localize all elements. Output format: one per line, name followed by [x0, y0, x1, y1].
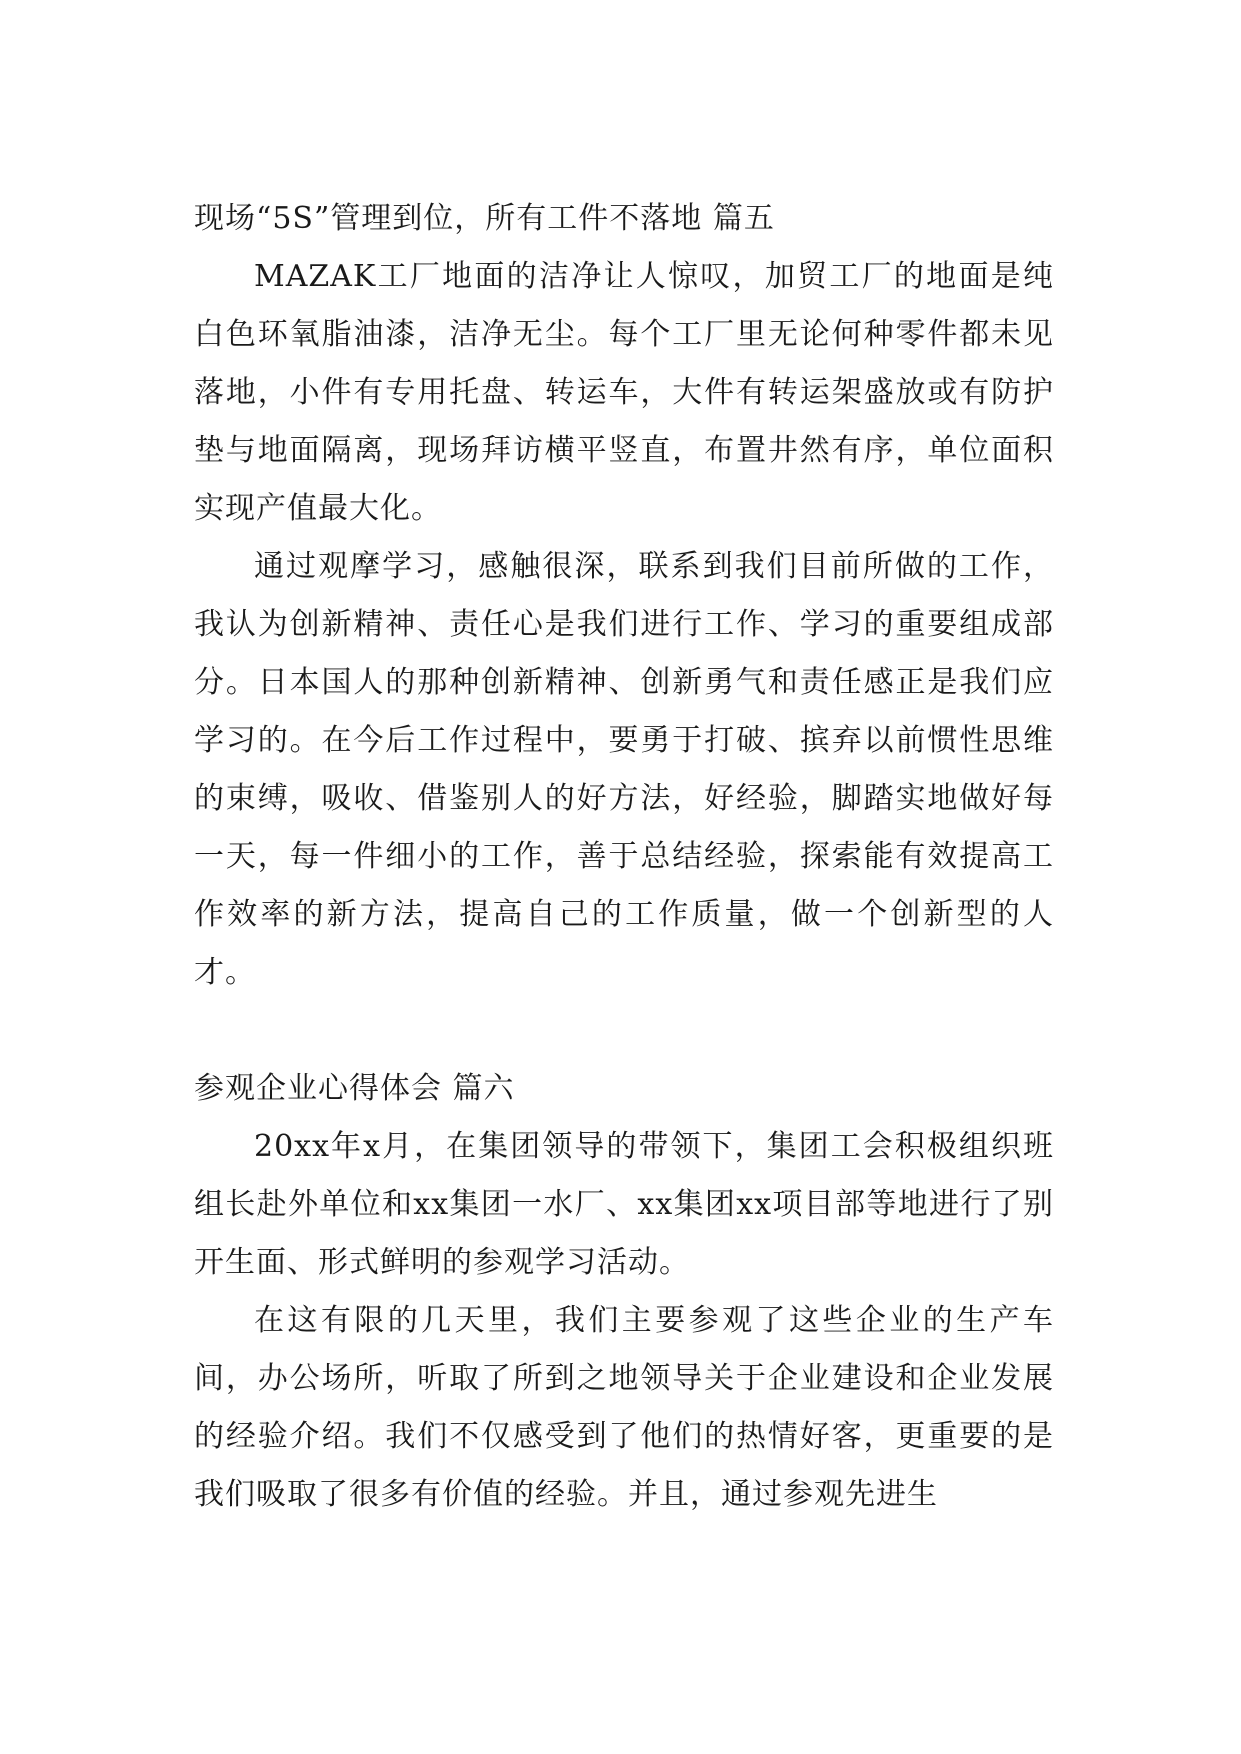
document-body: [194, 190, 1054, 1524]
section-heading: 参观企业心得体会 篇六: [194, 1071, 515, 1106]
section-6: [194, 1060, 1054, 1524]
section-spacer: [194, 1002, 1054, 1060]
paragraph: MAZAK工厂地面的洁净让人惊叹，加贸工厂的地面是纯白色环氧脂油漆，洁净无尘。每个工厂里无论何种零件都未见落地，小件有专用托盘、转运车，大件有转运架盛放或有防护垫与地面隔离，现场拜访横平竖直，布置井然有序，单位面积实现产值最大化。: [194, 259, 1054, 526]
section-heading: 现场“5S”管理到位，所有工件不落地 篇五: [194, 201, 775, 236]
paragraph: 在这有限的几天里，我们主要参观了这些企业的生产车间，办公场所，听取了所到之地领导关于企业建设和企业发展的经验介绍。我们不仅感受到了他们的热情好客，更重要的是我们吸取了很多有价值的经验。并且，通过参观先进生: [194, 1303, 1054, 1512]
section-5: [194, 190, 1054, 1002]
paragraph: 通过观摩学习，感触很深，联系到我们目前所做的工作，我认为创新精神、责任心是我们进行工作、学习的重要组成部分。日本国人的那种创新精神、创新勇气和责任感正是我们应学习的。在今后工作过程中，要勇于打破、摈弃以前惯性思维的束缚，吸收、借鉴别人的好方法，好经验，脚踏实地做好每一天，每一件细小的工作，善于总结经验，探索能有效提高工作效率的新方法，提高自己的工作质量，做一个创新型的人才。: [194, 549, 1054, 990]
paragraph: 20xx年x月，在集团领导的带领下，集团工会积极组织班组长赴外单位和xx集团一水厂、xx集团xx项目部等地进行了别开生面、形式鲜明的参观学习活动。: [194, 1129, 1054, 1280]
